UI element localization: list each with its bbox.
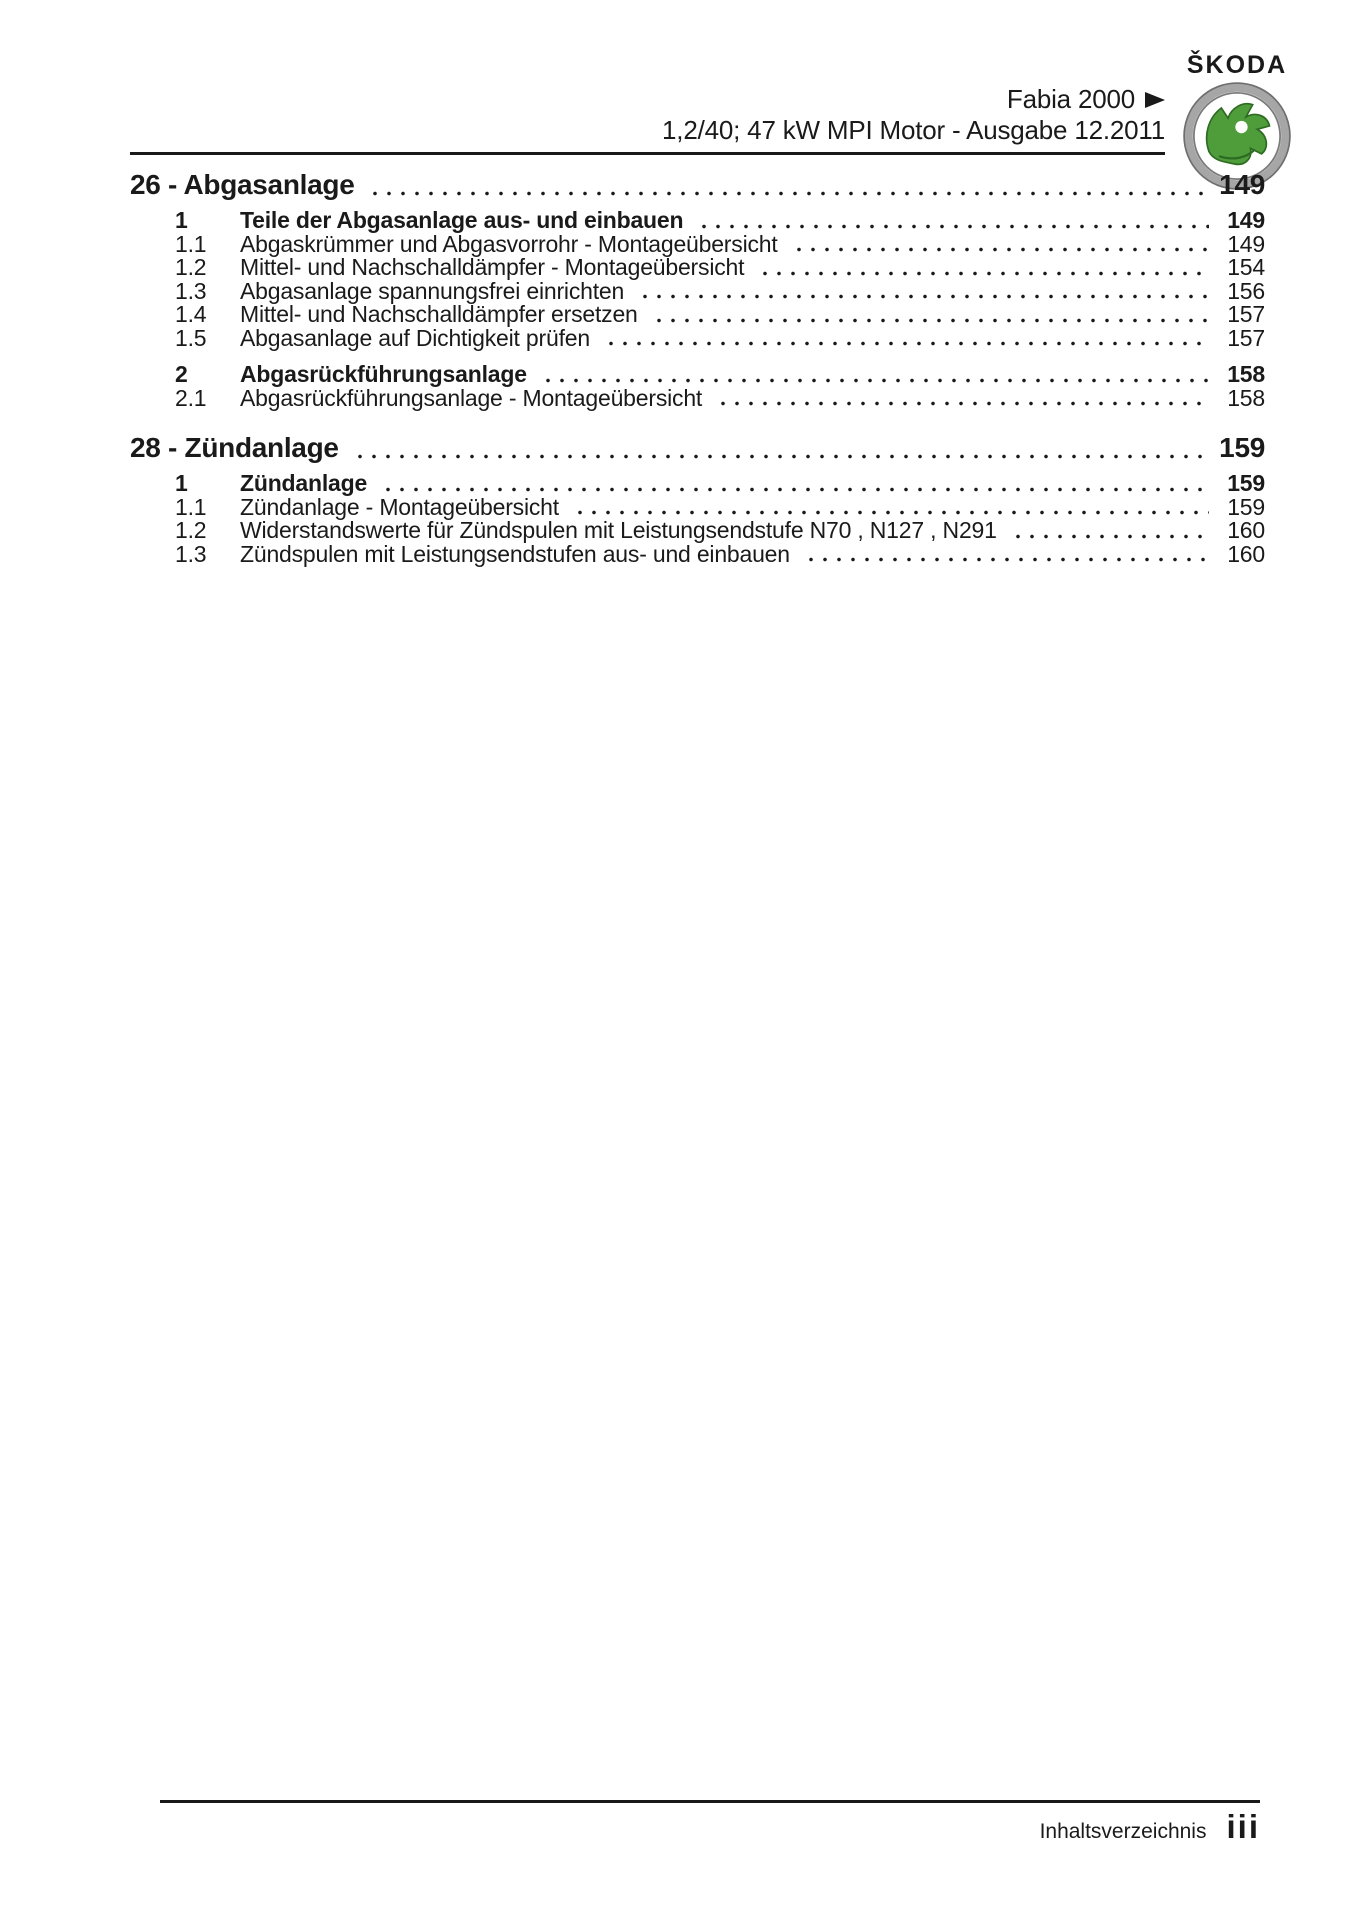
footer-label: Inhaltsverzeichnis: [1039, 1820, 1207, 1843]
entry-number: 1.3: [175, 277, 207, 304]
toc-chapter-row: [130, 431, 1265, 465]
entry-title: Mittel- und Nachschalldämpfer - Montageübersicht: [240, 254, 745, 280]
entry-title: Abgaskrümmer und Abgasvorrohr - Montageübersicht: [240, 230, 778, 257]
entry-title: Abgasanlage auf Dichtigkeit prüfen: [240, 324, 590, 351]
footer-divider: [160, 1800, 1260, 1803]
toc-entry-row: [130, 209, 1265, 233]
entry-number: 2.1: [175, 384, 207, 411]
toc-section-28: [130, 431, 1265, 566]
toc-chapter-row: [130, 168, 1265, 202]
entry-page: 149: [1227, 230, 1265, 257]
chapter-page: 149: [1219, 169, 1265, 200]
brand-wordmark: ŠKODA: [1186, 51, 1288, 79]
entry-title: Widerstandswerte für Zündspulen mit Leistungsendstufe N70 , N127 , N291: [240, 517, 997, 543]
entry-page: 159: [1227, 470, 1265, 496]
model-name: Fabia 2000: [1006, 84, 1135, 114]
page-header: [662, 84, 1165, 146]
entry-page: 154: [1227, 254, 1265, 280]
entry-title: Abgasanlage spannungsfrei einrichten: [240, 277, 625, 304]
entry-page: 160: [1227, 517, 1265, 543]
entry-number: 2: [175, 361, 188, 387]
entry-page: 157: [1227, 301, 1265, 327]
table-of-contents: [130, 168, 1265, 566]
toc-entry-row: [130, 256, 1265, 280]
dot-leader: [792, 246, 1209, 252]
dot-leader: [353, 453, 1209, 459]
entry-title: Zündanlage: [240, 470, 368, 496]
entry-number: 1.3: [175, 540, 207, 567]
dot-leader: [697, 223, 1209, 229]
dot-leader: [638, 293, 1209, 299]
footer-page-number: iii: [1226, 1808, 1260, 1845]
toc-section-26: [130, 168, 1265, 410]
entry-page: 157: [1227, 324, 1265, 351]
page-footer: [1040, 1808, 1260, 1846]
engine-subtitle: 1,2/40; 47 kW MPI Motor - Ausgabe 12.2011: [662, 115, 1165, 145]
entry-page: 149: [1227, 207, 1265, 233]
dot-leader: [804, 556, 1209, 562]
entry-number: 1.1: [175, 230, 207, 257]
toc-entry-row: [130, 277, 1265, 304]
chapter-title: 26 - Abgasanlage: [130, 169, 355, 200]
dot-leader: [573, 509, 1209, 515]
entry-title: Mittel- und Nachschalldämpfer ersetzen: [240, 301, 638, 327]
toc-entry-row: [130, 230, 1265, 257]
model-line: [662, 84, 1165, 115]
entry-title: Abgasrückführungsanlage - Montageübersicht: [240, 384, 703, 411]
toc-entry-row: [130, 384, 1265, 411]
header-divider: [130, 152, 1165, 155]
entry-number: 1.1: [175, 493, 207, 520]
entry-number: 1.2: [175, 517, 207, 543]
entry-title: Abgasrückführungsanlage: [240, 361, 527, 387]
toc-entry-row: [130, 324, 1265, 351]
toc-entry-row: [130, 303, 1265, 327]
entry-page: 156: [1227, 277, 1265, 304]
chapter-title: 28 - Zündanlage: [130, 432, 339, 463]
entry-title: Zündanlage - Montageübersicht: [240, 493, 559, 520]
entry-number: 1.2: [175, 254, 207, 280]
chapter-page: 159: [1219, 432, 1265, 463]
toc-entry-row: [130, 472, 1265, 496]
entry-page: 159: [1227, 493, 1265, 520]
entry-number: 1.5: [175, 324, 207, 351]
dot-leader: [368, 190, 1209, 196]
toc-entry-row: [130, 363, 1265, 387]
entry-number: 1: [175, 470, 188, 496]
dot-leader: [652, 317, 1209, 323]
entry-page: 160: [1227, 540, 1265, 567]
entry-number: 1.4: [175, 301, 207, 327]
toc-entry-row: [130, 540, 1265, 567]
entry-page: 158: [1227, 361, 1265, 387]
dot-leader: [541, 377, 1209, 383]
dot-leader: [716, 400, 1209, 406]
entry-number: 1: [175, 207, 188, 233]
onwards-arrow-icon: [1145, 92, 1165, 108]
entry-title: Zündspulen mit Leistungsendstufen aus- und einbauen: [240, 540, 790, 567]
entry-title: Teile der Abgasanlage aus- und einbauen: [240, 207, 684, 233]
toc-entry-row: [130, 519, 1265, 543]
dot-leader: [604, 340, 1209, 346]
toc-entry-row: [130, 493, 1265, 520]
dot-leader: [758, 270, 1209, 276]
dot-leader: [381, 486, 1209, 492]
dot-leader: [1011, 533, 1209, 539]
entry-page: 158: [1227, 384, 1265, 411]
